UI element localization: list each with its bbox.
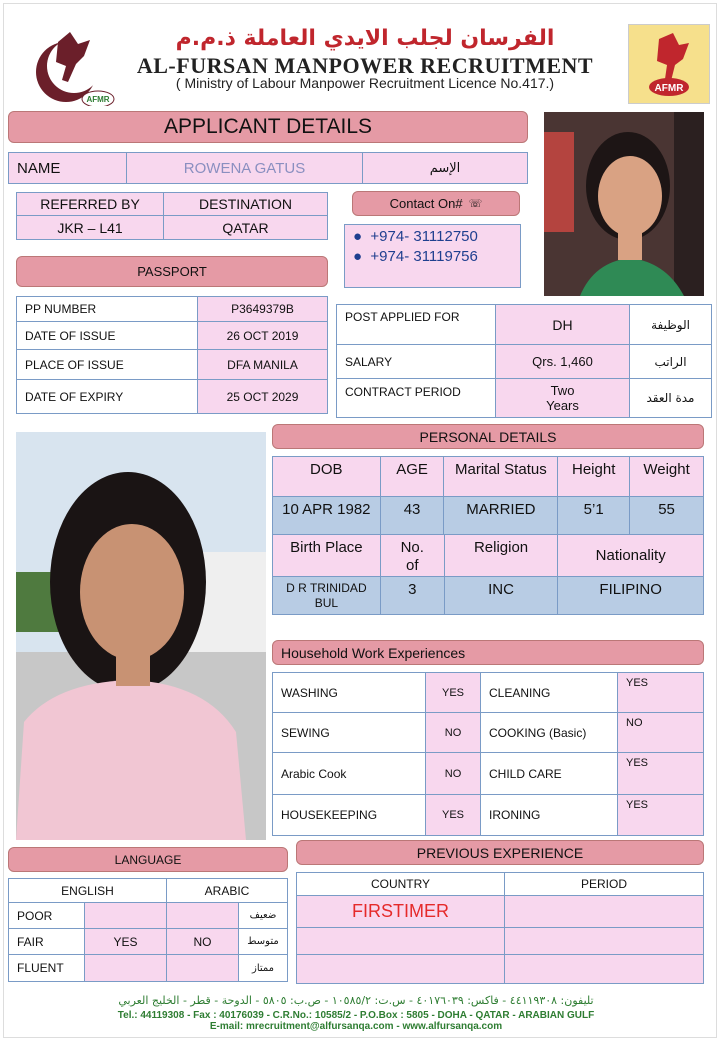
household-row: [273, 673, 703, 713]
previous-header: PERIOD: [505, 873, 703, 896]
phone-item: ● +974- 31119756: [353, 248, 478, 265]
job-label: CONTRACT PERIOD: [345, 385, 461, 399]
passport-title: PASSPORT: [16, 256, 328, 287]
job-arabic-label: الراتب: [629, 345, 711, 379]
skill-value: YES: [617, 673, 703, 712]
passport-value: DFA MANILA: [197, 350, 327, 380]
skill-value: YES: [425, 795, 481, 835]
contact-label-bar: [352, 191, 520, 216]
personal-value: 3: [380, 577, 444, 615]
applicant-photo-full: [16, 432, 266, 840]
language-header: ENGLISH: [9, 879, 167, 903]
phone-icon: ☏: [468, 198, 483, 210]
passport-label: PP NUMBER: [17, 297, 197, 322]
language-title: LANGUAGE: [8, 847, 288, 872]
skill-value: NO: [425, 753, 481, 794]
language-arabic-level: متوسط: [239, 929, 287, 955]
company-arabic-name: الفرسان لجلب الايدي العاملة ذ.م.م: [175, 26, 555, 51]
company-logo-left: [18, 22, 118, 106]
personal-header: Marital Status: [444, 457, 558, 497]
language-english-value: YES: [85, 929, 167, 955]
skill-value: NO: [617, 713, 703, 752]
personal-value: D R TRINIDAD BUL: [273, 577, 381, 615]
personal-details-table: [272, 456, 704, 535]
job-label: SALARY: [337, 345, 495, 379]
skill-label: HOUSEKEEPING: [281, 808, 378, 822]
skill-value: YES: [617, 753, 703, 794]
name-label: NAME: [9, 153, 127, 183]
contact-phones: [344, 224, 521, 288]
previous-period: [505, 955, 703, 983]
personal-header: Religion: [444, 535, 558, 577]
skill-value: NO: [425, 713, 481, 752]
destination-label: DESTINATION: [164, 193, 327, 216]
applicant-name: ROWENA GATUS: [127, 153, 363, 183]
personal-value: 43: [380, 497, 444, 535]
skill-label: SEWING: [281, 725, 330, 740]
previous-experience-table: [296, 872, 704, 984]
company-logo-right: [628, 24, 710, 104]
name-row: [8, 152, 528, 184]
language-arabic-value: [167, 903, 239, 929]
skill-label: IRONING: [489, 808, 541, 822]
company-english-name: AL-FURSAN MANPOWER RECRUITMENT: [136, 53, 594, 78]
passport-value: 26 OCT 2019: [197, 322, 327, 350]
logo-label: AFMR: [86, 95, 110, 104]
personal-header: Birth Place: [273, 535, 381, 577]
previous-country: [297, 955, 505, 983]
referred-by-label: REFERRED BY: [17, 193, 164, 216]
language-arabic-value: [167, 955, 239, 981]
language-header: ARABIC: [167, 879, 287, 903]
previous-period: [505, 928, 703, 955]
job-value: DH: [495, 305, 629, 345]
previous-header: COUNTRY: [297, 873, 505, 896]
job-value: Qrs. 1,460: [495, 345, 629, 379]
passport-value: 25 OCT 2029: [197, 380, 327, 413]
contact-label: Contact On#: [389, 196, 463, 211]
referred-by-value: JKR – L41: [17, 216, 164, 239]
passport-label: DATE OF ISSUE: [17, 322, 197, 350]
personal-header: AGE: [380, 457, 444, 497]
passport-label: PLACE OF ISSUE: [17, 350, 197, 380]
phone-item: ● +974- 31112750: [353, 228, 478, 245]
language-arabic-level: ممتاز: [251, 962, 275, 974]
destination-value: QATAR: [222, 219, 269, 236]
skill-label: WASHING: [281, 685, 338, 700]
footer-arabic: تليفون: ٤٤١١٩٣٠٨ - فاكس: ٤٠١٧٦٠٣٩ - س.ت: ١٠٥٨٥/٢ - ص.ب: ٥٨٠٥ - الدوحة - قطر - الخليج العربي: [118, 994, 594, 1007]
household-table: [272, 672, 704, 836]
language-english-value: [85, 903, 167, 929]
skill-label: COOKING (Basic): [489, 725, 587, 740]
personal-value: 55: [630, 497, 704, 535]
skill-label: Arabic Cook: [281, 766, 347, 781]
language-arabic-level: ضعيف: [239, 903, 287, 929]
skill-value: YES: [425, 673, 481, 712]
personal-details-title: PERSONAL DETAILS: [272, 424, 704, 449]
personal-value: 5’1: [558, 497, 630, 535]
footer-contact: Tel.: 44119308 - Fax : 40176039 - C.R.No.: 10585/2 - P.O.Box : 5805 - DOHA - QATAR - ARABIAN GULF: [117, 1010, 595, 1021]
referral-box: [16, 192, 328, 240]
personal-header: Nationality: [558, 535, 704, 577]
language-level: POOR: [9, 903, 85, 929]
household-row: [273, 795, 703, 835]
job-arabic-label: مدة العقد: [629, 379, 711, 417]
personal-header: DOB: [273, 457, 381, 497]
language-table: [8, 878, 288, 982]
previous-period: [505, 896, 703, 928]
language-level: FLUENT: [9, 955, 85, 981]
applicant-photo-portrait: [544, 112, 704, 296]
skill-label: CHILD CARE: [489, 766, 562, 781]
household-row: [273, 713, 703, 753]
footer-email: E-mail: mrecruitment@alfursanqa.com - www.alfursanqa.com: [209, 1021, 503, 1032]
previous-country: FIRSTIMER: [297, 896, 505, 928]
personal-header: Height: [558, 457, 630, 497]
personal-header: Weight: [630, 457, 704, 497]
passport-label: DATE OF EXPIRY: [25, 389, 124, 404]
job-label: POST APPLIED FOR: [337, 305, 495, 345]
page-title: APPLICANT DETAILS: [8, 111, 528, 143]
language-level: FAIR: [9, 929, 85, 955]
personal-header: No. of: [380, 535, 444, 577]
logo-label: AFMR: [654, 83, 684, 94]
license-text: ( Ministry of Labour Manpower Recruitment Licence No.417.): [175, 75, 555, 91]
previous-country: [297, 928, 505, 955]
language-arabic-value: NO: [167, 929, 239, 955]
personal-value: 10 APR 1982: [273, 497, 381, 535]
personal-value: INC: [444, 577, 558, 615]
skill-label: CLEANING: [489, 685, 551, 700]
passport-value: P3649379B: [197, 297, 327, 322]
previous-experience-title: PREVIOUS EXPERIENCE: [296, 840, 704, 865]
job-arabic-label: الوظيفة: [629, 305, 711, 345]
household-row: [273, 753, 703, 795]
job-table: [336, 304, 712, 418]
passport-table: [16, 296, 328, 414]
name-arabic-label: الإسم: [429, 160, 461, 176]
skill-value: YES: [617, 795, 703, 835]
personal-value: FILIPINO: [558, 577, 704, 615]
job-value: Two Years: [495, 379, 629, 417]
personal-details-table-2: [272, 534, 704, 615]
language-english-value: [85, 955, 167, 981]
personal-value: MARRIED: [444, 497, 558, 535]
household-title: Household Work Experiences: [272, 640, 704, 665]
